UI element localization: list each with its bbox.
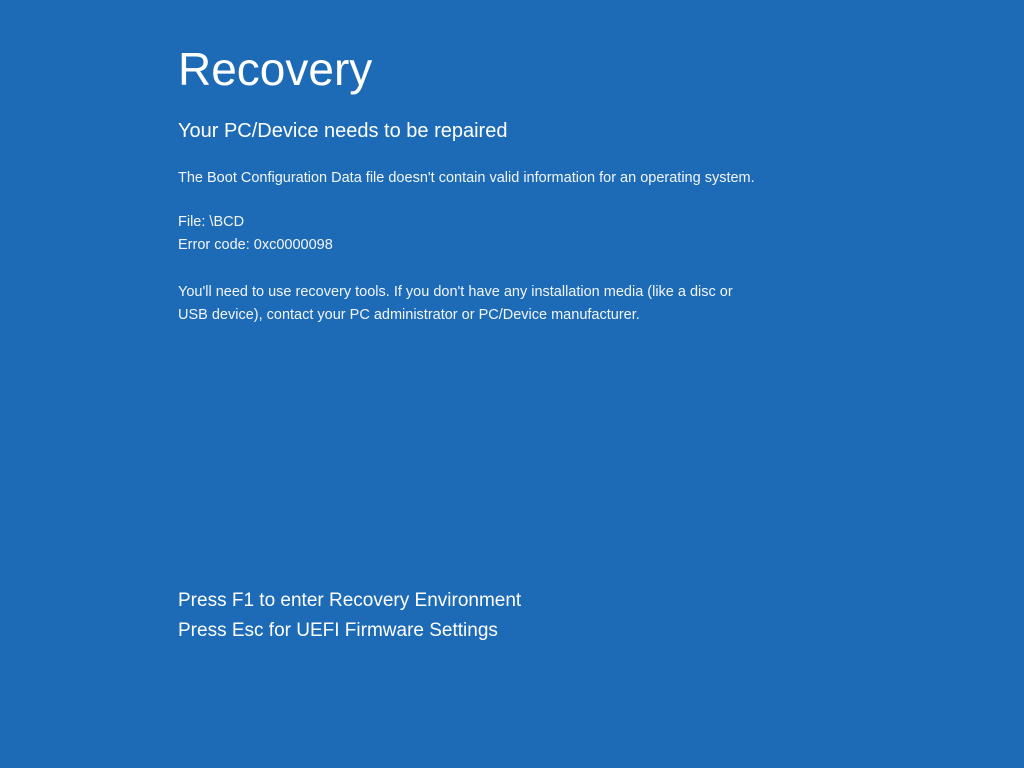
page-title: Recovery	[178, 43, 373, 95]
recovery-content	[178, 44, 938, 326]
recovery-options	[178, 586, 878, 646]
error-code-line: Error code: 0xc0000098	[178, 237, 333, 254]
recovery-description: The Boot Configuration Data file doesn't contain valid information for an operating system.	[178, 169, 755, 186]
recovery-instructions: You'll need to use recovery tools. If you don't have any installation media (like a disc or USB device), contact your PC administrator or PC/Device manufacturer.	[178, 284, 733, 323]
recovery-subtitle: Your PC/Device needs to be repaired	[178, 119, 508, 142]
option-recovery-environment[interactable]: Press F1 to enter Recovery Environment	[178, 590, 522, 611]
option-uefi-firmware-settings[interactable]: Press Esc for UEFI Firmware Settings	[178, 620, 498, 642]
error-file-line: File: \BCD	[178, 214, 245, 231]
error-details	[178, 211, 938, 257]
